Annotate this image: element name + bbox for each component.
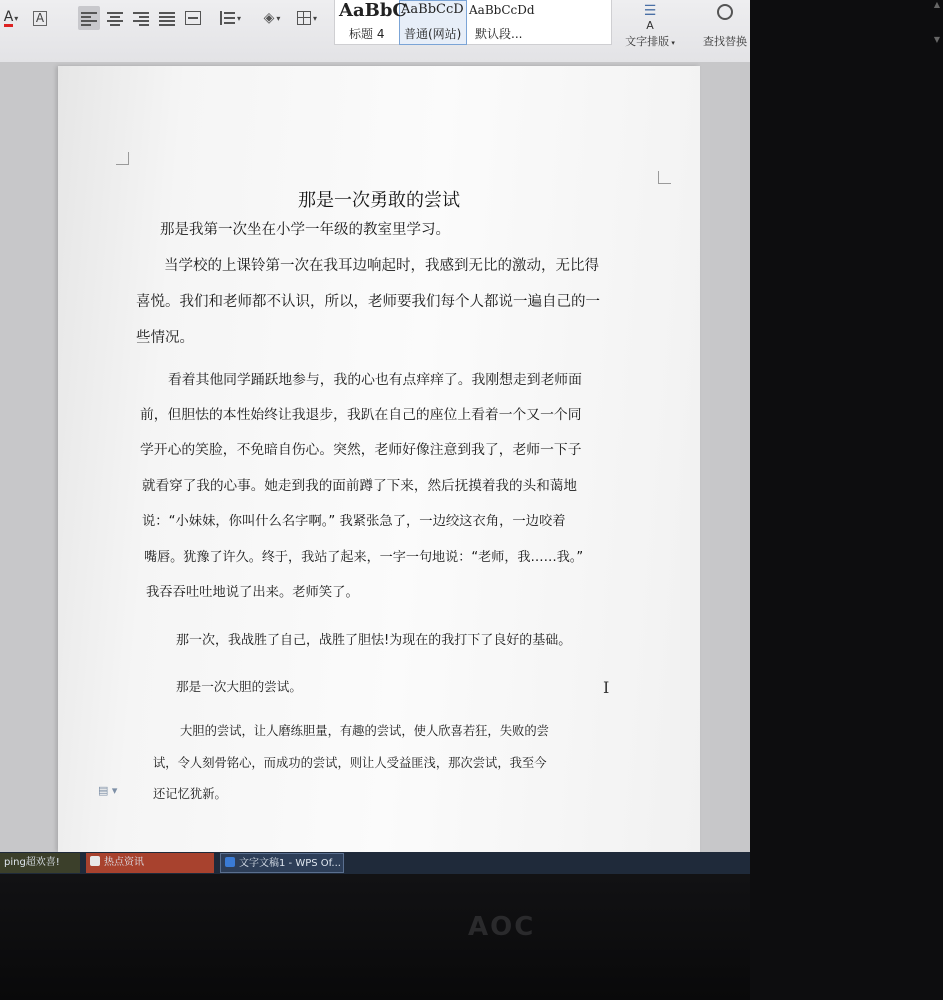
body-line: 嘴唇。犹豫了许久。终于，我站了起来，一字一句地说：“老师，我……我。” xyxy=(144,550,584,565)
find-replace-button[interactable] xyxy=(694,0,756,49)
body-line: 还记忆犹新。 xyxy=(153,787,227,801)
body-line: 喜悦。我们和老师都不认识，所以，老师要我们每个人都说一遍自己的一 xyxy=(136,294,600,310)
margin-corner-top-left xyxy=(116,152,129,165)
style-normal-web-label: 普通(网站) xyxy=(404,27,462,41)
taskbar-item-label: 文字文稿1 - WPS Of... xyxy=(239,858,341,869)
margin-corner-top-right xyxy=(658,171,671,184)
line-spacing-button[interactable]: ▾ xyxy=(214,6,246,30)
borders-button[interactable]: ▾ xyxy=(290,6,324,30)
document-page[interactable] xyxy=(58,66,700,852)
chevron-up-icon: ▲ xyxy=(933,0,941,9)
taskbar-item-news[interactable] xyxy=(86,853,214,873)
line-spacing-icon xyxy=(219,11,235,25)
shading-button[interactable]: ◈ ▾ xyxy=(263,10,281,26)
body-line: 就看穿了我的心事。她走到我的面前蹲了下来，然后抚摸着我的头和蔼地 xyxy=(142,478,577,494)
text-cursor-ibeam: I xyxy=(603,678,610,697)
taskbar-item-label: 热点资讯 xyxy=(104,857,144,868)
body-line: 大胆的尝试，让人磨练胆量，有趣的尝试，使人欣喜若狂，失败的尝 xyxy=(180,724,549,738)
align-center-button[interactable] xyxy=(104,6,126,30)
body-line: 前，但胆怯的本性始终让我退步，我趴在自己的座位上看着一个又一个同 xyxy=(140,407,582,423)
style-heading4-sample: AaBbC xyxy=(339,0,407,21)
justify-button[interactable] xyxy=(156,6,178,30)
style-gallery-scroll[interactable] xyxy=(931,0,943,44)
body-line: 当学校的上课铃第一次在我耳边响起时，我感到无比的激动，无比得 xyxy=(164,258,599,274)
ribbon-toolbar xyxy=(0,0,941,63)
style-heading4[interactable] xyxy=(335,0,407,44)
body-line: 看着其他同学踊跃地参与，我的心也有点痒痒了。我刚想走到老师面 xyxy=(168,372,582,388)
taskbar-item-browser[interactable] xyxy=(0,853,80,873)
style-default-para-label: 默认段... xyxy=(475,27,523,41)
body-line: 试，令人刻骨铭心，而成功的尝试，则让人受益匪浅，那次尝试，我至今 xyxy=(153,756,547,770)
style-heading4-label: 标题 4 xyxy=(349,27,385,41)
taskbar-item-wps[interactable] xyxy=(220,853,344,873)
justify-icon xyxy=(159,11,175,25)
align-center-icon xyxy=(107,11,123,25)
search-icon xyxy=(717,4,733,20)
body-line: 那是我第一次坐在小学一年级的教室里学习。 xyxy=(160,222,450,238)
style-default-para-sample: AaBbCcDd xyxy=(469,3,535,17)
font-color-button[interactable]: A ▾ xyxy=(3,8,19,25)
align-left-button[interactable] xyxy=(78,6,100,30)
distribute-button[interactable] xyxy=(182,6,204,30)
char-border-button[interactable]: A xyxy=(30,6,50,30)
align-left-icon xyxy=(81,11,97,25)
news-app-icon xyxy=(90,856,100,866)
body-line: 我吞吞吐吐地说了出来。老师笑了。 xyxy=(146,585,359,600)
distribute-icon xyxy=(185,11,201,25)
body-line: 些情况。 xyxy=(136,330,194,346)
align-right-button[interactable] xyxy=(130,6,152,30)
document-area[interactable] xyxy=(0,62,750,852)
taskbar xyxy=(0,852,750,874)
style-normal-web[interactable] xyxy=(401,0,465,44)
paragraph-options-icon[interactable]: ▤ ▾ xyxy=(98,784,118,797)
wps-writer-icon xyxy=(225,857,235,867)
text-layout-icon: ☰ A xyxy=(643,3,657,32)
chevron-down-icon: ▼ xyxy=(933,35,941,44)
body-line: 那是一次大胆的尝试。 xyxy=(176,679,302,694)
style-default-para[interactable] xyxy=(467,0,547,44)
find-replace-label: 查找替换 xyxy=(703,35,747,48)
document-title: 那是一次勇敢的尝试 xyxy=(298,190,460,211)
body-line: 那一次，我战胜了自己，战胜了胆怯!为现在的我打下了良好的基础。 xyxy=(176,633,572,648)
body-line: 说：“小妹妹，你叫什么名字啊。” 我紧张急了，一边绞这衣角，一边咬着 xyxy=(142,514,566,529)
monitor-bezel xyxy=(0,874,750,1000)
border-grid-icon xyxy=(297,11,311,25)
text-layout-label: 文字排版 xyxy=(625,35,670,48)
text-layout-button[interactable]: ☰ A 文字排版 ▾ xyxy=(618,0,682,49)
monitor-brand-logo: AOC xyxy=(468,912,536,942)
paint-bucket-icon: ◈ xyxy=(263,10,275,26)
style-normal-web-sample: AaBbCcD xyxy=(401,2,464,17)
body-line: 学开心的笑脸，不免暗自伤心。突然，老师好像注意到我了，老师一下子 xyxy=(140,442,582,458)
align-right-icon xyxy=(133,11,149,25)
taskbar-item-label: ping超欢喜! xyxy=(4,857,60,868)
